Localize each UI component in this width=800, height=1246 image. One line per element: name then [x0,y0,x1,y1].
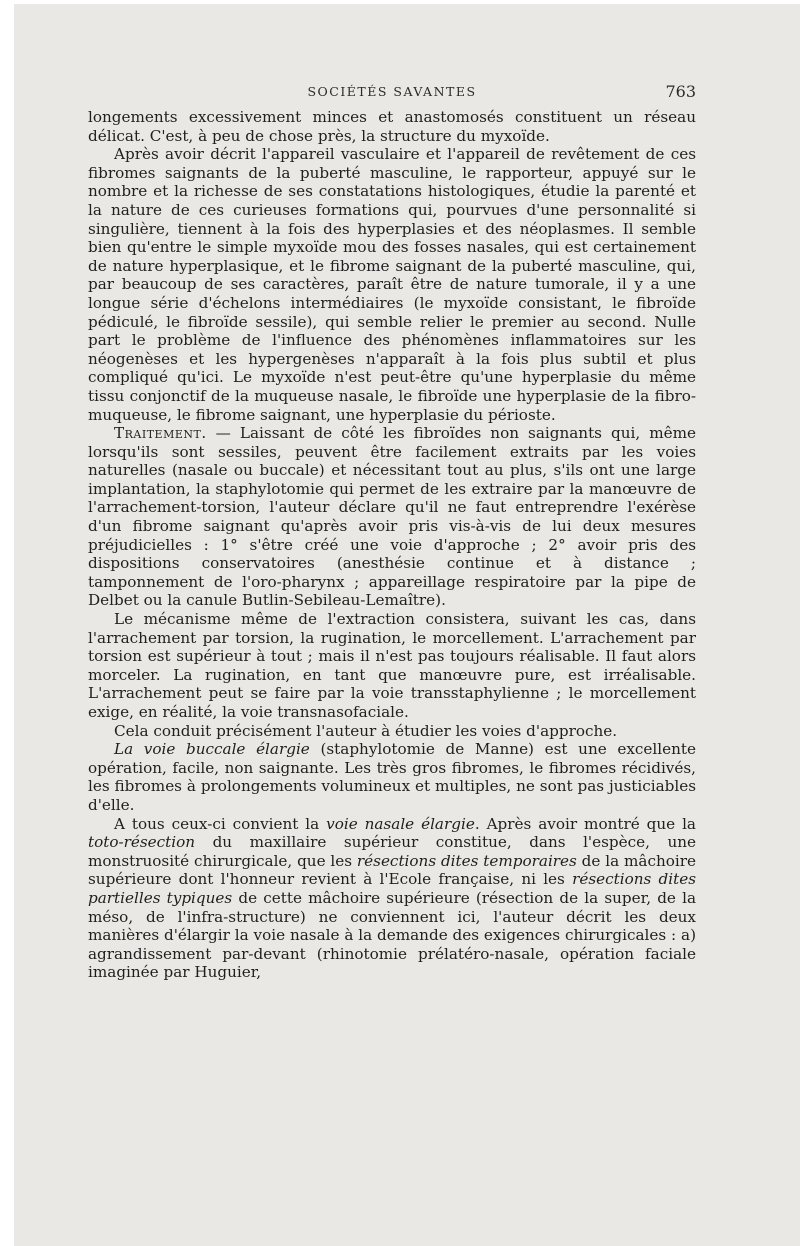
paragraph-7-part: A tous ceux-ci convient la [114,814,327,833]
body-text [88,108,696,982]
paragraph-6-text: (staphylotomie de Manne) est une excellente opération, facile, non saignante. Les très gros fibromes, le fibromes récidivés, les fibromes à prolongements volumineux et multiples, ne sont pas justiciables d'elle. [88,740,696,814]
paragraph-2: Après avoir décrit l'appareil vasculaire et l'appareil de revêtement de ces fibromes saignants de la puberté masculine, le rapporteur, appuyé sur le nombre et la richesse de ses constatations histologiques, étudie la parenté et la nature de ces curieuses formations qui, pourvues d'une personnalité si singulière, tiennent à la fois des hyperplasies et des néoplasmes. Il semble bien qu'entre le simple myxoïde mou des fosses nasales, qui est certainement de nature hyperplasique, et le fibrome saignant de la puberté masculine, qui, par beaucoup de ses caractères, paraît être de nature tumorale, il y a une longue série d'échelons intermédiaires (le myxoïde consistant, le fibroïde pédiculé, le fibroïde sessile), qui semble relier le premier au second. Nulle part le problème de l'influence des phénomènes inflammatoires sur les néogenèses et les hypergenèses n'apparaît à la fois plus subtil et plus compliqué qu'ici. Le myxoïde n'est peut-être qu'une hyperplasie du même tissu conjonctif de la muqueuse nasale, le fibroïde une hyperplasie de la fibro-muqueuse, le fibrome saignant, une hyperplasie du périoste. [88,145,696,424]
paragraph-6 [88,740,696,814]
document-page [14,4,800,1246]
paragraph-7-part: de la mâchoire supérieure dont l'honneur revient à l'Ecole française, ni les [88,851,696,889]
paragraph-traitement-text: — Laissant de côté les fibroïdes non saignants qui, même lorsqu'ils sont sessiles, peuvent être facilement extraits par les voies naturelles (nasale ou buccale) et nécessitant tout au plus, s'ils ont une large implantation, la staphylotomie qui permet de les extraire par la manœuvre de l'arrachement-torsion, l'auteur déclare qu'il ne faut entreprendre l'exérèse d'un fibrome saignant qu'après avoir pris vis-à-vis de lui deux mesures préjudicielles : 1° s'être créé une voie d'approche ; 2° avoir pris des dispositions conservatoires (anesthésie continue et à distance ; tamponnement de l'oro-pharynx ; appareillage respiratoire par la pipe de Delbet ou la canule Butlin-Sebileau-Lemaître). [88,424,696,610]
paragraph-1: longements excessivement minces et anastomosés constituent un réseau délicat. C'est, à peu de chose près, la structure du myxoïde. [88,108,696,145]
paragraph-7-part: du maxillaire supérieur constitue, dans l'espèce, une monstruosité chirurgicale, que les [88,833,696,870]
section-lead-traitement: Traitement. [114,424,207,443]
italic-toto-resection: toto-résection [88,833,196,852]
paragraph-7-part: . Après avoir montré que la [474,814,696,833]
italic-resections-temporaires: résections dites temporaires [356,851,577,870]
paragraph-5: Cela conduit précisément l'auteur à étudier les voies d'approche. [114,721,618,740]
paragraph-7-part: de cette mâchoire supérieure (résection de la super, de la méso, de l'infra-structure) ne conviennent ici, l'auteur décrit les deux manières d'élargir la voie nasale à la demande des exigences chirurgicales : a) agrandissement par-devant (rhinotomie prélatéro-nasale, opération faciale imaginée par Huguier, [88,888,696,982]
italic-voie-nasale: voie nasale élargie [326,814,475,833]
paragraph-7 [88,815,696,982]
italic-resections-partielles: résections dites partielles typiques [88,870,696,907]
italic-lead-voie-buccale: La voie buccale élargie [114,740,310,759]
paragraph-traitement [88,424,696,610]
page-number: 763 [665,82,696,101]
paragraph-4: Le mécanisme même de l'extraction consistera, suivant les cas, dans l'arrachement par torsion, la rugination, le morcellement. L'arrachement par torsion est supérieur à tout ; mais il n'est pas toujours réalisable. Il faut alors morceler. La rugination, en tant que manœuvre pure, est irréalisable. L'arrachement peut se faire par la voie transstaphylienne ; le morcellement exige, en réalité, la voie transnasofaciale. [88,610,696,721]
page-header [88,82,696,104]
running-head: SOCIÉTÉS SAVANTES [307,84,477,99]
